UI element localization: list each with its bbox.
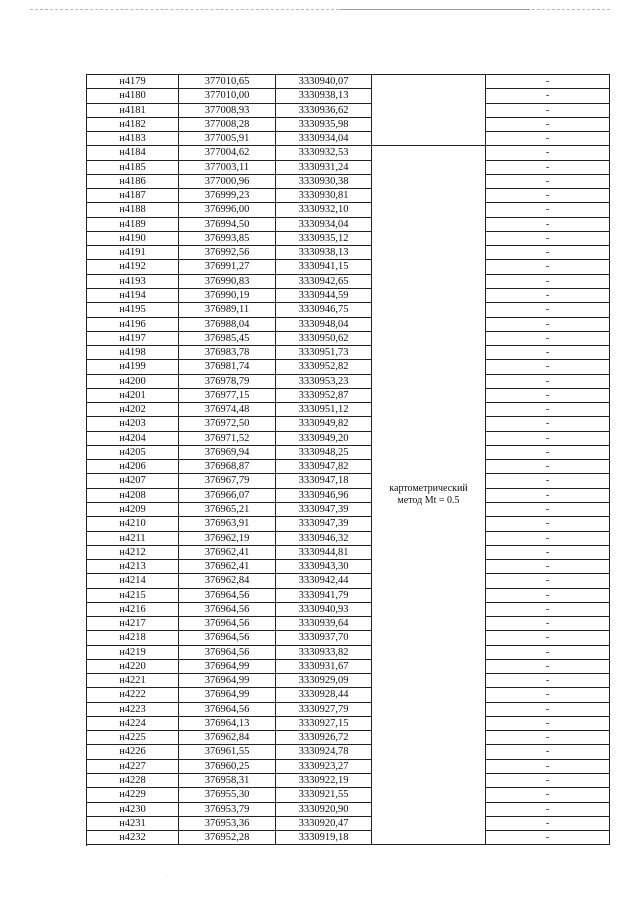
x-coordinate-cell: 376953,36 [179,817,276,831]
y-coordinate-cell: 3330952,87 [276,389,372,403]
point-id-cell: н4228 [87,774,179,788]
y-coordinate-cell: 3330930,81 [276,189,372,203]
y-coordinate-cell: 3330948,25 [276,446,372,460]
point-id-cell: н4187 [87,189,179,203]
x-coordinate-cell: 376964,56 [179,631,276,645]
y-coordinate-cell: 3330946,32 [276,532,372,546]
point-id-cell: н4222 [87,688,179,702]
note-cell: - [486,104,610,118]
y-coordinate-cell: 3330946,75 [276,303,372,317]
x-coordinate-cell: 376965,21 [179,503,276,517]
y-coordinate-cell: 3330940,93 [276,603,372,617]
point-id-cell: н4193 [87,275,179,289]
point-id-cell: н4204 [87,432,179,446]
y-coordinate-cell: 3330927,79 [276,703,372,717]
note-cell: - [486,731,610,745]
point-id-cell: н4214 [87,574,179,588]
point-id-cell: н4217 [87,617,179,631]
x-coordinate-cell: 376960,25 [179,760,276,774]
note-cell: - [486,246,610,260]
y-coordinate-cell: 3330920,90 [276,803,372,817]
note-cell: - [486,432,610,446]
note-cell: - [486,703,610,717]
x-coordinate-cell: 376990,19 [179,289,276,303]
y-coordinate-cell: 3330932,53 [276,146,372,160]
x-coordinate-cell: 376962,19 [179,532,276,546]
y-coordinate-cell: 3330939,64 [276,617,372,631]
note-cell: - [486,132,610,146]
y-coordinate-cell: 3330920,47 [276,817,372,831]
x-coordinate-cell: 376977,15 [179,389,276,403]
x-coordinate-cell: 376958,31 [179,774,276,788]
point-id-cell: н4219 [87,646,179,660]
note-cell: - [486,831,610,845]
note-cell: - [486,203,610,217]
y-coordinate-cell: 3330942,44 [276,574,372,588]
y-coordinate-cell: 3330933,82 [276,646,372,660]
y-coordinate-cell: 3330934,04 [276,132,372,146]
note-cell: - [486,275,610,289]
point-id-cell: н4215 [87,589,179,603]
y-coordinate-cell: 3330926,72 [276,731,372,745]
y-coordinate-cell: 3330934,04 [276,218,372,232]
x-coordinate-cell: 376964,99 [179,688,276,702]
y-coordinate-cell: 3330949,20 [276,432,372,446]
note-cell: - [486,460,610,474]
x-coordinate-cell: 376971,52 [179,432,276,446]
point-id-cell: н4197 [87,332,179,346]
x-coordinate-cell: 376964,13 [179,717,276,731]
y-coordinate-cell: 3330947,39 [276,517,372,531]
note-cell: - [486,589,610,603]
note-cell: - [486,489,610,503]
x-coordinate-cell: 377008,93 [179,104,276,118]
x-coordinate-cell: 377010,00 [179,89,276,103]
y-coordinate-cell: 3330948,04 [276,318,372,332]
point-id-cell: н4224 [87,717,179,731]
x-coordinate-cell: 376966,07 [179,489,276,503]
note-cell: - [486,189,610,203]
note-cell: - [486,360,610,374]
point-id-cell: н4200 [87,375,179,389]
point-id-cell: н4220 [87,660,179,674]
point-id-cell: н4227 [87,760,179,774]
y-coordinate-cell: 3330935,12 [276,232,372,246]
note-cell: - [486,803,610,817]
x-coordinate-cell: 376992,56 [179,246,276,260]
point-id-cell: н4213 [87,560,179,574]
point-id-cell: н4209 [87,503,179,517]
x-coordinate-cell: 376964,99 [179,660,276,674]
point-id-cell: н4210 [87,517,179,531]
note-cell: - [486,760,610,774]
x-coordinate-cell: 376983,78 [179,346,276,360]
note-cell: - [486,389,610,403]
note-cell: - [486,617,610,631]
point-id-cell: н4183 [87,132,179,146]
x-coordinate-cell: 376972,50 [179,417,276,431]
note-cell: - [486,232,610,246]
point-id-cell: н4230 [87,803,179,817]
point-id-cell: н4211 [87,532,179,546]
x-coordinate-cell: 376953,79 [179,803,276,817]
note-cell: - [486,118,610,132]
note-cell: - [486,375,610,389]
point-id-cell: н4208 [87,489,179,503]
y-coordinate-cell: 3330947,18 [276,474,372,488]
y-coordinate-cell: 3330931,24 [276,161,372,175]
point-id-cell: н4192 [87,260,179,274]
x-coordinate-cell: 376974,48 [179,403,276,417]
note-cell: - [486,474,610,488]
x-coordinate-cell: 376993,85 [179,232,276,246]
y-coordinate-cell: 3330930,38 [276,175,372,189]
point-id-cell: н4179 [87,75,179,89]
method-cell [372,146,486,845]
y-coordinate-cell: 3330944,81 [276,546,372,560]
y-coordinate-cell: 3330931,67 [276,660,372,674]
footer-mark: · [165,873,168,882]
point-id-cell: н4196 [87,318,179,332]
x-coordinate-cell: 377005,91 [179,132,276,146]
point-id-cell: н4188 [87,203,179,217]
point-id-cell: н4185 [87,161,179,175]
y-coordinate-cell: 3330921,55 [276,788,372,802]
x-coordinate-cell: 376989,11 [179,303,276,317]
y-coordinate-cell: 3330924,78 [276,745,372,759]
note-cell: - [486,318,610,332]
y-coordinate-cell: 3330946,96 [276,489,372,503]
x-coordinate-cell: 376955,30 [179,788,276,802]
note-cell: - [486,532,610,546]
y-coordinate-cell: 3330947,82 [276,460,372,474]
note-cell: - [486,660,610,674]
y-coordinate-cell: 3330923,27 [276,760,372,774]
x-coordinate-cell: 376964,56 [179,589,276,603]
y-coordinate-cell: 3330941,15 [276,260,372,274]
header-rule [340,9,530,10]
note-cell: - [486,631,610,645]
point-id-cell: н4195 [87,303,179,317]
note-cell: - [486,146,610,160]
x-coordinate-cell: 376964,99 [179,674,276,688]
y-coordinate-cell: 3330940,07 [276,75,372,89]
point-id-cell: н4212 [87,546,179,560]
note-cell: - [486,75,610,89]
note-cell: - [486,403,610,417]
point-id-cell: н4190 [87,232,179,246]
point-id-cell: н4226 [87,745,179,759]
x-coordinate-cell: 376991,27 [179,260,276,274]
point-id-cell: н4182 [87,118,179,132]
point-id-cell: н4201 [87,389,179,403]
y-coordinate-cell: 3330941,79 [276,589,372,603]
x-coordinate-cell: 376961,55 [179,745,276,759]
point-id-cell: н4221 [87,674,179,688]
x-coordinate-cell: 376964,56 [179,603,276,617]
x-coordinate-cell: 376988,04 [179,318,276,332]
y-coordinate-cell: 3330943,30 [276,560,372,574]
x-coordinate-cell: 376985,45 [179,332,276,346]
point-id-cell: н4181 [87,104,179,118]
x-coordinate-cell: 376996,00 [179,203,276,217]
point-id-cell: н4218 [87,631,179,645]
point-id-cell: н4207 [87,474,179,488]
point-id-cell: н4216 [87,603,179,617]
y-coordinate-cell: 3330932,10 [276,203,372,217]
note-cell: - [486,417,610,431]
note-cell: - [486,517,610,531]
x-coordinate-cell: 376962,41 [179,560,276,574]
point-id-cell: н4225 [87,731,179,745]
x-coordinate-cell: 377004,62 [179,146,276,160]
method-label-line1: картометрический [389,483,468,495]
x-coordinate-cell: 376968,87 [179,460,276,474]
point-id-cell: н4189 [87,218,179,232]
y-coordinate-cell: 3330947,39 [276,503,372,517]
point-id-cell: н4191 [87,246,179,260]
x-coordinate-cell: 376952,28 [179,831,276,845]
y-coordinate-cell: 3330929,09 [276,674,372,688]
note-cell: - [486,89,610,103]
note-cell: - [486,745,610,759]
x-coordinate-cell: 376999,23 [179,189,276,203]
point-id-cell: н4199 [87,360,179,374]
y-coordinate-cell: 3330944,59 [276,289,372,303]
point-id-cell: н4232 [87,831,179,845]
y-coordinate-cell: 3330928,44 [276,688,372,702]
x-coordinate-cell: 376990,83 [179,275,276,289]
method-label-line2: метод Mt = 0.5 [397,495,460,507]
note-cell: - [486,560,610,574]
y-coordinate-cell: 3330938,13 [276,89,372,103]
note-cell: - [486,574,610,588]
point-id-cell: н4203 [87,417,179,431]
method-cell-empty [372,75,486,146]
note-cell: - [486,346,610,360]
point-id-cell: н4231 [87,817,179,831]
note-cell: - [486,774,610,788]
x-coordinate-cell: 377000,96 [179,175,276,189]
x-coordinate-cell: 377010,65 [179,75,276,89]
note-cell: - [486,788,610,802]
note-cell: - [486,817,610,831]
y-coordinate-cell: 3330949,82 [276,417,372,431]
x-coordinate-cell: 376981,74 [179,360,276,374]
x-coordinate-cell: 376969,94 [179,446,276,460]
note-cell: - [486,161,610,175]
note-cell: - [486,688,610,702]
x-coordinate-cell: 377008,28 [179,118,276,132]
y-coordinate-cell: 3330922,19 [276,774,372,788]
y-coordinate-cell: 3330919,18 [276,831,372,845]
x-coordinate-cell: 376962,41 [179,546,276,560]
y-coordinate-cell: 3330936,62 [276,104,372,118]
x-coordinate-cell: 376962,84 [179,574,276,588]
point-id-cell: н4202 [87,403,179,417]
point-id-cell: н4184 [87,146,179,160]
note-cell: - [486,260,610,274]
point-id-cell: н4223 [87,703,179,717]
y-coordinate-cell: 3330951,12 [276,403,372,417]
x-coordinate-cell: 376978,79 [179,375,276,389]
x-coordinate-cell: 376963,91 [179,517,276,531]
x-coordinate-cell: 376967,79 [179,474,276,488]
y-coordinate-cell: 3330951,73 [276,346,372,360]
note-cell: - [486,446,610,460]
x-coordinate-cell: 376994,50 [179,218,276,232]
point-id-cell: н4229 [87,788,179,802]
y-coordinate-cell: 3330950,62 [276,332,372,346]
note-cell: - [486,546,610,560]
y-coordinate-cell: 3330953,23 [276,375,372,389]
note-cell: - [486,218,610,232]
y-coordinate-cell: 3330937,70 [276,631,372,645]
y-coordinate-cell: 3330952,82 [276,360,372,374]
point-id-cell: н4180 [87,89,179,103]
note-cell: - [486,717,610,731]
point-id-cell: н4206 [87,460,179,474]
y-coordinate-cell: 3330927,15 [276,717,372,731]
x-coordinate-cell: 376962,84 [179,731,276,745]
note-cell: - [486,603,610,617]
note-cell: - [486,646,610,660]
x-coordinate-cell: 376964,56 [179,646,276,660]
x-coordinate-cell: 377003,11 [179,161,276,175]
y-coordinate-cell: 3330935,98 [276,118,372,132]
y-coordinate-cell: 3330938,13 [276,246,372,260]
y-coordinate-cell: 3330942,65 [276,275,372,289]
note-cell: - [486,503,610,517]
point-id-cell: н4194 [87,289,179,303]
coordinates-table [86,74,610,846]
note-cell: - [486,175,610,189]
x-coordinate-cell: 376964,56 [179,617,276,631]
x-coordinate-cell: 376964,56 [179,703,276,717]
point-id-cell: н4205 [87,446,179,460]
point-id-cell: н4186 [87,175,179,189]
note-cell: - [486,332,610,346]
note-cell: - [486,303,610,317]
point-id-cell: н4198 [87,346,179,360]
note-cell: - [486,674,610,688]
note-cell: - [486,289,610,303]
